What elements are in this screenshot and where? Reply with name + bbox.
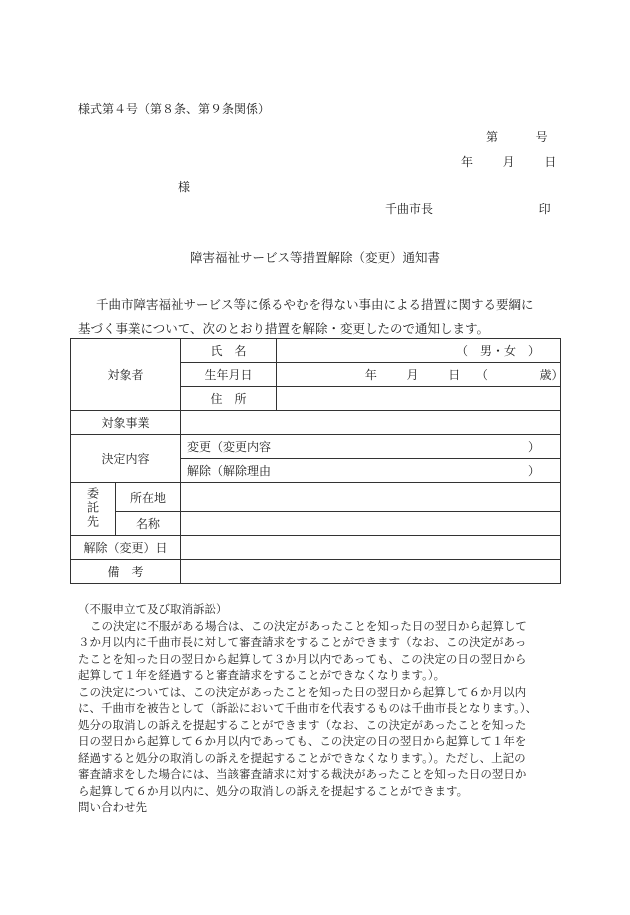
date-month: 月 [502, 155, 515, 169]
recipient-suffix: 様 [178, 180, 191, 194]
release-date-field[interactable] [181, 536, 561, 560]
company-name-field[interactable] [181, 512, 561, 536]
notes-line: 審査請求をした場合には、当該審査請求に対する裁決があったことを知った日の翌日か [78, 767, 527, 781]
intro-line-1: 千曲市障害福祉サービス等に係るやむを得ない事由による措置に関する要綱に [96, 297, 534, 312]
number-suffix: 号 [535, 130, 548, 144]
table-row [71, 483, 561, 512]
table-row [71, 536, 561, 560]
service-label: 対象事業 [71, 411, 181, 435]
change-close-paren: ） [527, 440, 540, 454]
remarks-field[interactable] [181, 560, 561, 584]
change-label: 変更（変更内容 [187, 440, 272, 454]
date-day: 日 [544, 155, 557, 169]
notes-line: 日の翌日から起算して６か月以内であっても、この決定の日の翌日から起算して１年を [78, 734, 527, 748]
release-field[interactable] [181, 459, 561, 483]
address-field[interactable] [277, 387, 561, 411]
table-row [71, 339, 561, 363]
notes-line: たことを知った日の翌日から起算して３か月以内であっても、この決定の日の翌日から [78, 651, 527, 666]
birth-month: 月 [406, 368, 419, 382]
notes-line: 起算して１年を経過すると審査請求をすることができなくなります。）。 [78, 668, 446, 682]
birth-year: 年 [364, 368, 377, 382]
notes-line: この決定については、この決定があったことを知った日の翌日から起算して６か月以内 [78, 684, 527, 699]
notes-line: ら起算して６か月以内に、処分の取消しの訴えを提起することができます。 [78, 783, 469, 798]
consigned-label: 委託先 [71, 483, 116, 536]
age-close: 歳） [539, 368, 564, 382]
table-row [71, 435, 561, 459]
release-date-label: 解除（変更）日 [71, 536, 181, 560]
subject-label: 対象者 [71, 339, 181, 411]
birth-day: 日 [448, 368, 461, 382]
issue-date [461, 153, 556, 170]
document-title: 障害福祉サービス等措置解除（変更）通知書 [189, 250, 440, 265]
name-label: 氏 名 [181, 339, 277, 363]
table-row [71, 512, 561, 536]
location-label: 所在地 [116, 483, 181, 512]
location-field[interactable] [181, 483, 561, 512]
intro-line-2: 基づく事業について、次のとおり措置を解除・変更したので通知します。 [78, 321, 490, 336]
address-label: 住 所 [181, 387, 277, 411]
notes-line: ３か月以内に千曲市長に対して審査請求をすることができます（なお、この決定があっ [78, 635, 527, 649]
notes-line: 経過すると処分の取消しの訴えを提起することができなくなります。）。ただし、上記の [78, 750, 526, 765]
release-close-paren: ） [527, 464, 540, 478]
remarks-label: 備 考 [71, 560, 181, 584]
notes-heading: （不服申立て及び取消訴訟） [78, 602, 228, 616]
notice-table [70, 338, 564, 584]
document-number [486, 128, 548, 145]
notes-line: に、千曲市を被告として（訴訟において千曲市を代表するものは千曲市長となります。）、 [78, 701, 538, 715]
decision-label: 決定内容 [71, 435, 181, 483]
service-field[interactable] [181, 411, 561, 435]
issuer [385, 200, 551, 217]
table-row [71, 560, 561, 584]
contact-label: 問い合わせ先 [78, 800, 147, 814]
birthdate-field[interactable] [277, 363, 564, 387]
change-field[interactable] [181, 435, 561, 459]
form-id: 様式第４号（第８条、第９条関係） [78, 102, 271, 116]
notes-line: この決定に不服がある場合は、この決定があったことを知った日の翌日から起算して [90, 618, 527, 633]
name-field[interactable] [277, 339, 561, 363]
seal-mark: 印 [538, 202, 551, 216]
notes-line: 処分の取消しの訴えを提起することができます（なお、この決定があったことを知った [78, 717, 527, 732]
age-open: （ [475, 368, 488, 382]
issuer-name: 千曲市長 [385, 202, 434, 216]
table-row [71, 411, 561, 435]
birthdate-label: 生年月日 [181, 363, 277, 387]
gender-options: （ 男・女 ） [455, 344, 540, 358]
date-year: 年 [461, 155, 474, 169]
release-label: 解除（解除理由 [187, 464, 272, 478]
number-prefix: 第 [486, 130, 499, 144]
appeal-notes [78, 601, 558, 816]
company-name-label: 名称 [116, 512, 181, 536]
